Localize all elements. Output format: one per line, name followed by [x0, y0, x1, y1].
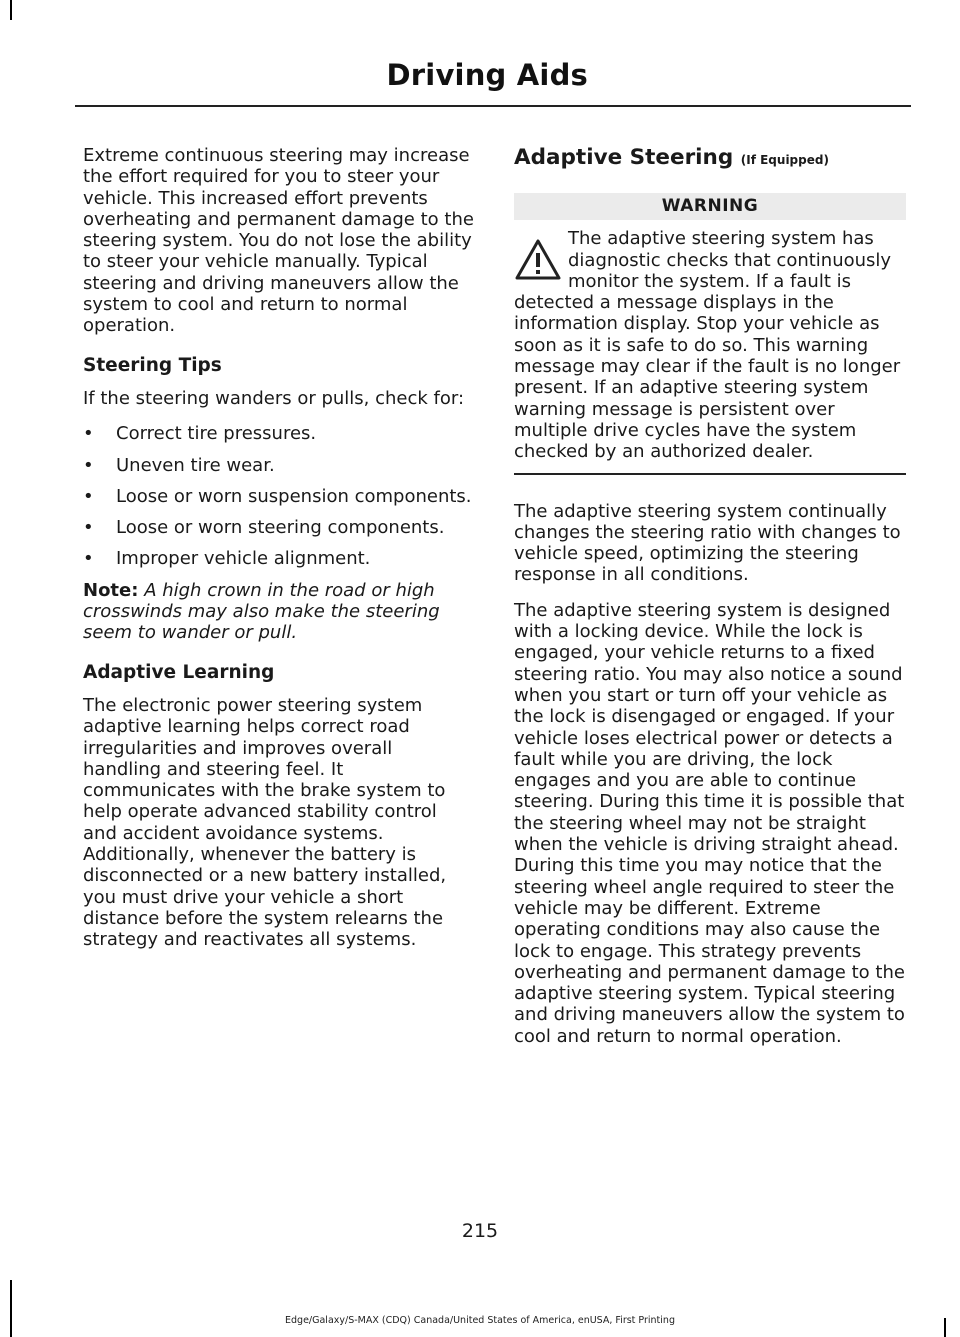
bullet-glyph: •	[83, 517, 94, 539]
adaptive-learning-paragraph: The electronic power steering system adaptive learning helps correct road irregularities and improves overall handling and steering feel. It communicates with the brake system to help operate advanced stability control and accident avoidance systems. Additionally, whenever the battery is disconnected or a new battery installed, you must drive your vehicle a short distance before the system relearns the strategy and reactivates all systems.	[83, 694, 447, 951]
list-item	[83, 548, 475, 569]
adaptive-para-1: The adaptive steering system continually changes the steering ratio with changes to vehicle speed, optimizing the steering response in all conditions.	[514, 500, 901, 586]
crop-mark-bottom-left	[10, 1280, 12, 1337]
list-item	[83, 455, 475, 476]
list-item-text: Improper vehicle alignment.	[116, 548, 371, 570]
bullet-glyph: •	[83, 423, 94, 445]
edition-line: Edge/Galaxy/S-MAX (CDQ) Canada/United States of America, enUSA, First Printing	[285, 1315, 675, 1326]
steering-tips-heading: Steering Tips	[83, 354, 222, 376]
adaptive-learning-heading: Adaptive Learning	[83, 661, 275, 683]
section-title-text: Adaptive Steering	[514, 145, 734, 170]
note-paragraph	[83, 580, 475, 644]
list-item	[83, 517, 475, 538]
page-number: 215	[461, 1220, 499, 1242]
list-item-text: Loose or worn suspension components.	[116, 485, 472, 507]
header-divider	[75, 105, 911, 107]
note-text: A high crown in the road or high crosswinds may also make the steering seem to wander or pull.	[83, 579, 440, 644]
warning-banner: WARNING	[514, 193, 906, 220]
steering-tips-list	[83, 423, 475, 569]
list-item	[83, 423, 475, 444]
list-item-text: Correct tire pressures.	[116, 423, 317, 445]
list-item-text: Loose or worn steering components.	[116, 517, 445, 539]
section-title	[514, 147, 906, 171]
bullet-glyph: •	[83, 548, 94, 570]
bullet-glyph: •	[83, 454, 94, 476]
intro-paragraph: Extreme continuous steering may increase the effort required for you to steer your vehicle. This increased effort prevents overheating and permanent damage to the steering system. You do not lose the ability to steer your vehicle manually. Typical steering and driving maneuvers allow the system to cool and return to normal operation.	[83, 145, 474, 337]
warning-text: The adaptive steering system has diagnostic checks that continuously monitor the system. If a fault is detected a message displays in the information display. Stop your vehicle as soon as it is safe to do so. This warning message may clear if the fault is no longer present. If an adaptive steering system warning message is persistent over multiple drive cycles have the system checked by an authorized dealer.	[514, 228, 901, 463]
crop-mark-top-left	[10, 0, 12, 20]
note-label: Note:	[83, 579, 139, 601]
right-column	[514, 145, 906, 1061]
left-column	[83, 145, 475, 965]
page-title: Driving Aids	[386, 58, 588, 92]
steering-tips-lead: If the steering wanders or pulls, check for:	[83, 387, 465, 409]
bullet-glyph: •	[83, 485, 94, 507]
warning-triangle-icon	[514, 238, 562, 282]
list-item-text: Uneven tire wear.	[116, 454, 275, 476]
warning-box	[514, 228, 906, 474]
adaptive-para-2: The adaptive steering system is designed with a locking device. While the lock is engaged, your vehicle returns to a fixed steering ratio. You may also notice a sound when you start or turn off your vehicle as the lock is disengaged or engaged. If your vehicle loses electrical power or detects a fault while you are driving, the lock engages and you are able to continue steering. During this time it is possible that the steering wheel may not be straight when the vehicle is driving straight ahead. During this time you may notice that the steering wheel angle required to steer the vehicle may be different. Extreme operating conditions may also cause the lock to engage. This strategy prevents overheating and permanent damage to the adaptive steering system. Typical steering and driving maneuvers allow the system to cool and return to normal operation.	[514, 599, 905, 1047]
section-qualifier: (If Equipped)	[740, 153, 829, 167]
list-item	[83, 486, 475, 507]
